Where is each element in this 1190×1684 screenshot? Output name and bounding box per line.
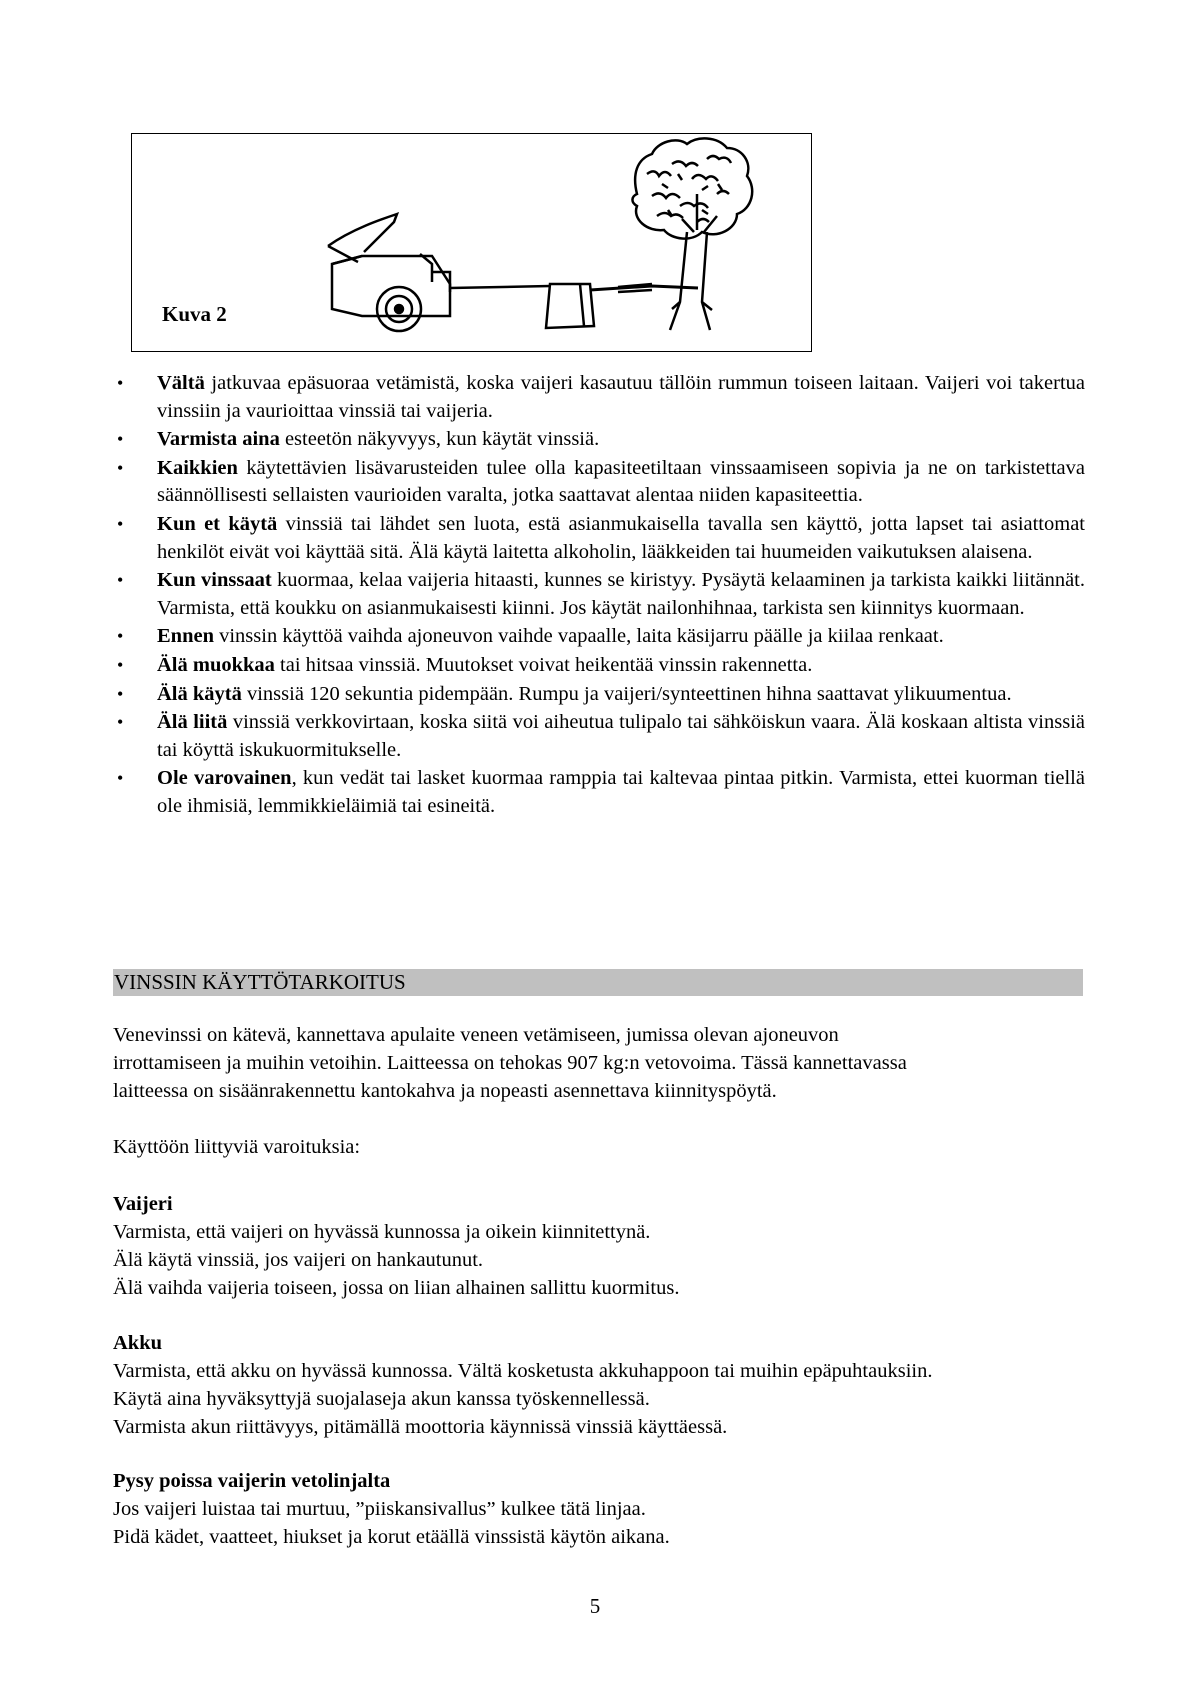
list-item: • Ole varovainen, kun vedät tai lasket kuormaa ramppia tai kaltevaa pintaa pitkin. Varmista, ettei kuorman tiellä ole ihmisiä, lemmikkieläimiä tai esineitä. xyxy=(117,767,1085,817)
bullet-text: kuormaa, kelaa vaijeria hitaasti, kunnes se kiristyy. Pysäytä kelaaminen ja tarkista kaikki liitännät. Varmista, että koukku on asianmukaisesti kiinni. Jos käytät nailonhihnaa, tarkista sen kiinnitys kuormaan. xyxy=(157,569,1085,619)
bullet-bold: Ennen xyxy=(157,625,214,648)
page-number: 5 xyxy=(589,1594,601,1618)
bullet-text: jatkuvaa epäsuoraa vetämistä, koska vaijeri kasautuu tällöin rummun toiseen laitaan. Vaijeri voi takertua vinssiin ja vaurioittaa vinssiä tai vaijeria. xyxy=(157,372,1085,422)
intro-line: laitteessa on sisäänrakennettu kantokahva ja nopeasti asennettava kiinnityspöytä. xyxy=(113,1080,777,1102)
car-drawing xyxy=(328,214,698,331)
section-title: Vaijeri xyxy=(113,1193,173,1215)
bullet-bold: Älä muokkaa xyxy=(157,653,275,676)
list-item: • Kun et käytä vinssiä tai lähdet sen luota, estä asianmukaisella tavalla sen käyttö, jotta lapset tai asiattomat henkilöt eivät voi käyttää sitä. Älä käytä laitetta alkoholin, lääkkeiden tai huumeiden vaikutuksen alaisena. xyxy=(117,512,1085,563)
bullet-bold: Kaikkien xyxy=(157,456,238,479)
list-item: • Kaikkien käytettävien lisävarusteiden tulee olla kapasiteetiltaan vinssaamiseen sopivia ja ne on tarkistettava säännöllisesti sellaisten vaurioiden varalta, jotka saattavat alentaa niiden kapasiteettia. xyxy=(117,456,1085,507)
list-item: • Älä liitä vinssiä verkkovirtaan, koska siitä voi aiheutua tulipalo tai sähköiskun vaara. Älä koskaan altista vinssiä tai köyttä iskukuormitukselle. xyxy=(117,711,1085,761)
bullet-text: esteetön näkyvyys, kun käytät vinssiä. xyxy=(279,428,600,451)
bullet-bold: Kun vinssaat xyxy=(157,569,272,592)
bullet-text: vinssiä 120 sekuntia pidempään. Rumpu ja vaijeri/synteettinen hihna saattavat ylikuumentua. xyxy=(241,682,1012,705)
list-item: • Vältä jatkuvaa epäsuoraa vetämistä, koska vaijeri kasautuu tällöin rummun toiseen laitaan. Vaijeri voi takertua vinssiin ja vaurioittaa vinssiä tai vaijeria. xyxy=(117,372,1085,422)
figure-caption: Kuva 2 xyxy=(162,302,227,326)
tree-drawing xyxy=(632,138,752,330)
intro-paragraph xyxy=(113,1021,1088,1105)
section-line: Jos vaijeri luistaa tai murtuu, ”piiskansivallus” kulkee tätä linjaa. xyxy=(113,1498,646,1520)
bullet-bold: Älä liitä xyxy=(157,711,228,734)
intro-line: irrottamiseen ja muihin vetoihin. Laitteessa on tehokas 907 kg:n vetovoima. Tässä kannettavassa xyxy=(113,1052,907,1074)
section-vaijeri xyxy=(113,1190,1088,1302)
bullet-text: käytettävien lisävarusteiden tulee olla kapasiteetiltaan vinssaamiseen sopivia ja ne on tarkistettava säännöllisesti sellaisten vaurioiden varalta, jotka saattavat alentaa niiden kapasiteettia. xyxy=(157,456,1085,507)
list-item: • Ennen vinssin käyttöä vaihda ajoneuvon vaihde vapaalle, laita käsijarru päälle ja kiilaa renkaat. xyxy=(117,625,944,648)
section-akku xyxy=(113,1329,1088,1441)
car-winching-illustration xyxy=(132,134,813,353)
section-line: Pidä kädet, vaatteet, hiukset ja korut etäällä vinssistä käytön aikana. xyxy=(113,1526,670,1548)
list-item: • Älä käytä vinssiä 120 sekuntia pidempään. Rumpu ja vaijeri/synteettinen hihna saattavat ylikuumentua. xyxy=(117,682,1012,705)
section-line: Varmista, että vaijeri on hyvässä kunnossa ja oikein kiinnitettynä. xyxy=(113,1221,651,1243)
section-line: Varmista, että akku on hyvässä kunnossa. Vältä kosketusta akkuhappoon tai muihin epäpuhtauksiin. xyxy=(113,1360,933,1382)
section-vetolinja xyxy=(113,1467,1088,1551)
section-line: Varmista akun riittävyys, pitämällä moottoria käynnissä vinssiä käyttäessä. xyxy=(113,1416,728,1438)
figure-box xyxy=(131,133,812,352)
list-item: • Älä muokkaa tai hitsaa vinssiä. Muutokset voivat heikentää vinssin rakennetta. xyxy=(117,653,813,676)
section-line: Älä käytä vinssiä, jos vaijeri on hankautunut. xyxy=(113,1249,484,1271)
bullet-bold: Kun et käytä xyxy=(157,512,278,535)
intro-line: Venevinssi on kätevä, kannettava apulaite veneen vetämiseen, jumissa olevan ajoneuvon xyxy=(113,1024,839,1046)
section-title: Pysy poissa vaijerin vetolinjalta xyxy=(113,1470,391,1492)
section-line: Älä vaihda vaijeria toiseen, jossa on liian alhainen sallittu kuormitus. xyxy=(113,1277,680,1299)
list-item: • Varmista aina esteetön näkyvyys, kun käytät vinssiä. xyxy=(117,428,600,451)
section-title: Akku xyxy=(113,1332,163,1354)
section-line: Käytä aina hyväksyttyjä suojalaseja akun kanssa työskennellessä. xyxy=(113,1388,650,1410)
bullet-text: vinssiä verkkovirtaan, koska siitä voi aiheutua tulipalo tai sähköiskun vaara. Älä koskaan altista vinssiä tai köyttä iskukuormitukselle. xyxy=(157,711,1085,761)
bullet-bold: Varmista aina xyxy=(157,428,280,451)
bullet-text: tai hitsaa vinssiä. Muutokset voivat heikentää vinssin rakennetta. xyxy=(274,653,813,676)
bullet-bold: Älä käytä xyxy=(157,682,242,705)
warnings-intro: Käyttöön liittyviä varoituksia: xyxy=(113,1136,361,1158)
list-item: • Kun vinssaat kuormaa, kelaa vaijeria hitaasti, kunnes se kiristyy. Pysäytä kelaaminen ja tarkista kaikki liitännät. Varmista, että koukku on asianmukaisesti kiinni. Jos käytät nailonhihnaa, tarkista sen kiinnitys kuormaan. xyxy=(117,569,1085,619)
bullet-bold: Ole varovainen xyxy=(157,767,292,790)
bullet-text: vinssin käyttöä vaihda ajoneuvon vaihde vapaalle, laita käsijarru päälle ja kiilaa renkaat. xyxy=(213,625,944,648)
safety-bullet-list xyxy=(110,370,1085,822)
bullet-text: vinssiä tai lähdet sen luota, estä asianmukaisella tavalla sen käyttö, jotta lapset tai asiattomat henkilöt eivät voi käyttää sitä. Älä käytä laitetta alkoholin, lääkkeiden tai huumeiden vaikutuksen alaisena. xyxy=(157,512,1085,563)
bullet-text: , kun vedät tai lasket kuormaa ramppia tai kaltevaa pintaa pitkin. Varmista, ettei kuorman tiellä ole ihmisiä, lemmikkieläimiä tai esineitä. xyxy=(157,767,1085,817)
section-heading: VINSSIN KÄYTTÖTARKOITUS xyxy=(113,969,1083,996)
bullet-bold: Vältä xyxy=(157,372,205,394)
